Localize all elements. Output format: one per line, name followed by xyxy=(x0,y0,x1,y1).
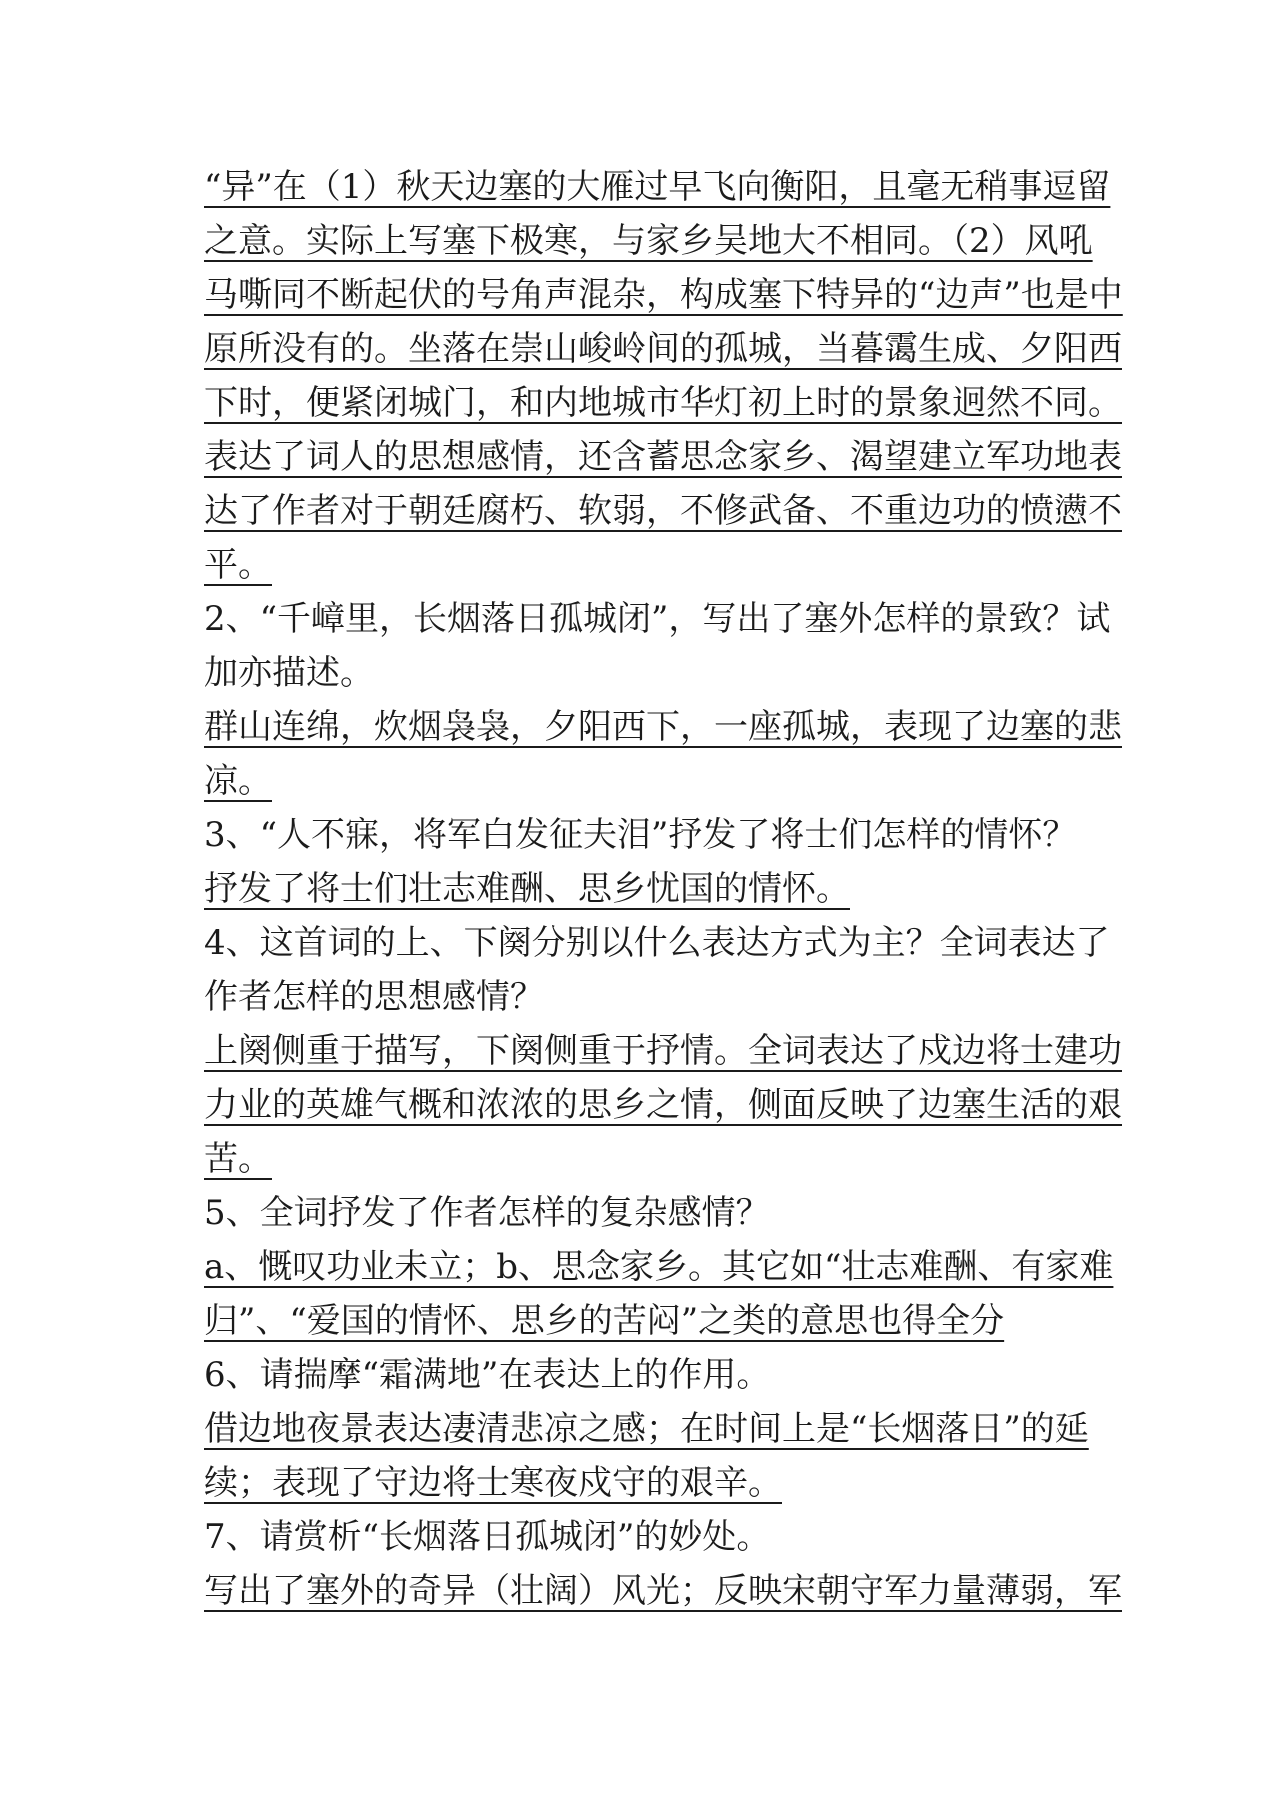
answer-line: 马嘶同不断起伏的号角声混杂，构成塞下特异的“边声”也是中 xyxy=(204,275,1123,315)
question-line: 3、“人不寐，将军白发征夫泪”抒发了将士们怎样的情怀？ xyxy=(204,815,1077,855)
answer-line: 续；表现了守边将士寒夜戍守的艰辛。 xyxy=(204,1463,782,1503)
question-line: 6、请揣摩“霜满地”在表达上的作用。 xyxy=(204,1355,771,1395)
question-line: 4、这首词的上、下阕分别以什么表达方式为主？全词表达了 xyxy=(204,923,1110,963)
answer-line: 苦。 xyxy=(204,1139,272,1179)
answer-line: 借边地夜景表达凄清悲凉之感；在时间上是“长烟落日”的延 xyxy=(204,1409,1089,1449)
answer-line: 抒发了将士们壮志难酬、思乡忧国的情怀。 xyxy=(204,869,850,909)
question-line: 5、全词抒发了作者怎样的复杂感情？ xyxy=(204,1193,770,1233)
answer-line: “异”在（1）秋天边塞的大雁过早飞向衡阳，且毫无稍事逗留 xyxy=(204,167,1111,207)
question-line: 2、“千嶂里，长烟落日孤城闭”，写出了塞外怎样的景致？试 xyxy=(204,599,1111,639)
answer-line: 之意。实际上写塞下极寒，与家乡吴地大不相同。（2）风吼 xyxy=(204,221,1093,261)
question-line: 加亦描述。 xyxy=(204,653,374,693)
answer-line: 凉。 xyxy=(204,761,272,801)
answer-line: 原所没有的。坐落在崇山峻岭间的孤城，当暮霭生成、夕阳西 xyxy=(204,329,1122,369)
question-line: 作者怎样的思想感情？ xyxy=(204,977,544,1017)
answer-line: 下时，便紧闭城门，和内地城市华灯初上时的景象迥然不同。 xyxy=(204,383,1122,423)
question-line: 7、请赏析“长烟落日孤城闭”的妙处。 xyxy=(204,1517,771,1557)
answer-line: 写出了塞外的奇异（壮阔）风光；反映宋朝守军力量薄弱，军 xyxy=(204,1571,1122,1611)
answer-line: a、慨叹功业未立；b、思念家乡。其它如“壮志难酬、有家难 xyxy=(204,1247,1114,1287)
answer-line: 群山连绵，炊烟袅袅，夕阳西下，一座孤城，表现了边塞的悲 xyxy=(204,707,1122,747)
answer-line: 表达了词人的思想感情，还含蓄思念家乡、渴望建立军功地表 xyxy=(204,437,1122,477)
answer-line: 达了作者对于朝廷腐朽、软弱，不修武备、不重边功的愤懑不 xyxy=(204,491,1122,531)
document-text xyxy=(204,160,1214,1618)
answer-line: 归”、“爱国的情怀、思乡的苦闷”之类的意思也得全分 xyxy=(204,1301,1005,1341)
answer-line: 平。 xyxy=(204,545,272,585)
answer-line: 上阕侧重于描写，下阕侧重于抒情。全词表达了戍边将士建功 xyxy=(204,1031,1122,1071)
answer-line: 力业的英雄气概和浓浓的思乡之情，侧面反映了边塞生活的艰 xyxy=(204,1085,1122,1125)
